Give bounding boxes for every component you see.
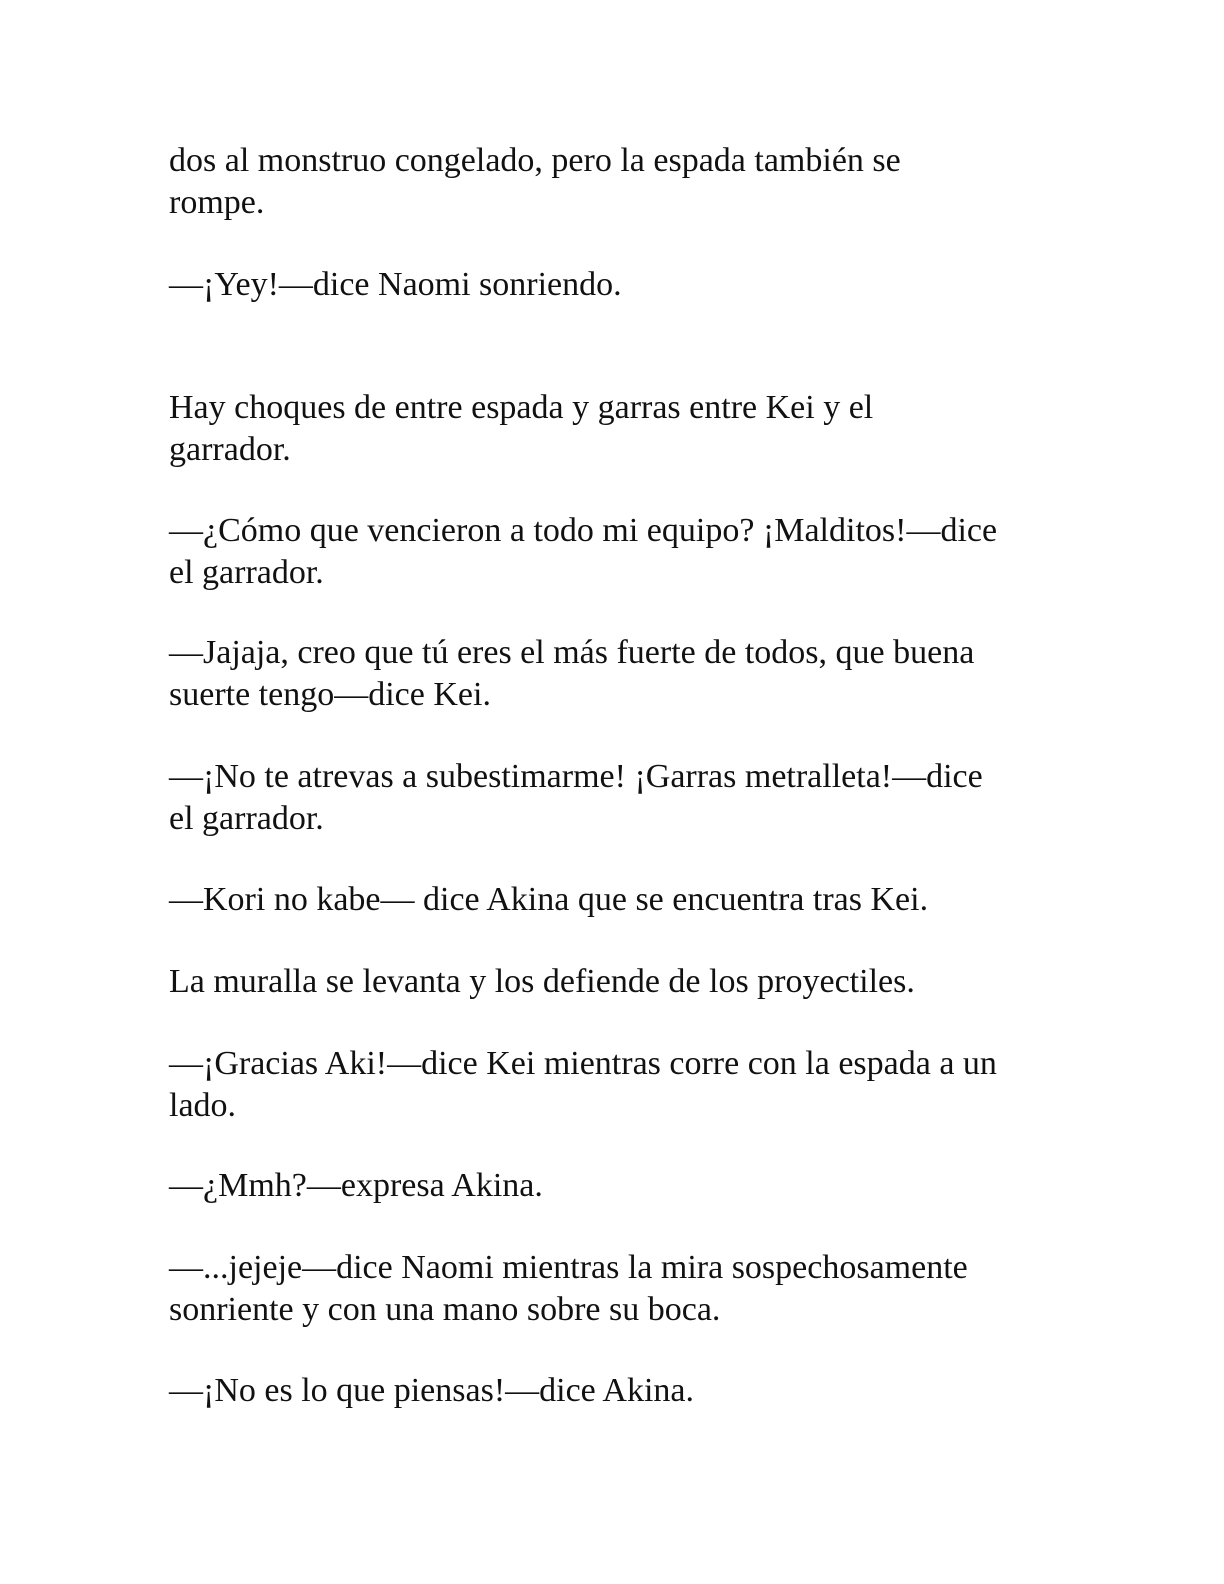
paragraph-line: el garrador. [169,554,324,591]
paragraph-line: rompe. [169,184,265,221]
paragraph-line: suerte tengo—dice Kei. [169,676,491,713]
paragraph-line: La muralla se levanta y los defiende de los proyectiles. [169,963,915,1000]
paragraph-line: sonriente y con una mano sobre su boca. [169,1291,721,1328]
paragraph-line: —...jejeje—dice Naomi mientras la mira sospechosamente [169,1249,968,1286]
paragraph-5 [169,632,1059,716]
paragraph-line: —¡Gracias Aki!—dice Kei mientras corre con la espada a un [169,1045,997,1082]
paragraph-line: —Kori no kabe— dice Akina que se encuentra tras Kei. [169,881,929,918]
paragraph-8 [169,961,1059,1003]
paragraph-9 [169,1043,1059,1127]
paragraph-7 [169,879,1059,921]
paragraph-line: —¿Cómo que vencieron a todo mi equipo? ¡Malditos!—dice [169,512,998,549]
paragraph-2 [169,264,1059,306]
paragraph-1 [169,140,1059,224]
paragraph-line: —¡No es lo que piensas!—dice Akina. [169,1372,694,1409]
paragraph-line: Hay choques de entre espada y garras entre Kei y el [169,389,874,426]
paragraph-line: garrador. [169,431,291,468]
paragraph-11 [169,1247,1059,1331]
paragraph-line: —¿Mmh?—expresa Akina. [169,1167,543,1204]
paragraph-line: lado. [169,1087,237,1124]
paragraph-3 [169,387,1059,471]
paragraph-4 [169,510,1059,594]
paragraph-line: dos al monstruo congelado, pero la espada también se [169,142,901,179]
paragraph-10 [169,1165,1059,1207]
paragraph-6 [169,756,1059,840]
paragraph-line: —Jajaja, creo que tú eres el más fuerte de todos, que buena [169,634,975,671]
paragraph-line: —¡No te atrevas a subestimarme! ¡Garras metralleta!—dice [169,758,983,795]
paragraph-line: —¡Yey!—dice Naomi sonriendo. [169,266,622,303]
paragraph-12 [169,1370,1059,1412]
paragraph-line: el garrador. [169,800,324,837]
